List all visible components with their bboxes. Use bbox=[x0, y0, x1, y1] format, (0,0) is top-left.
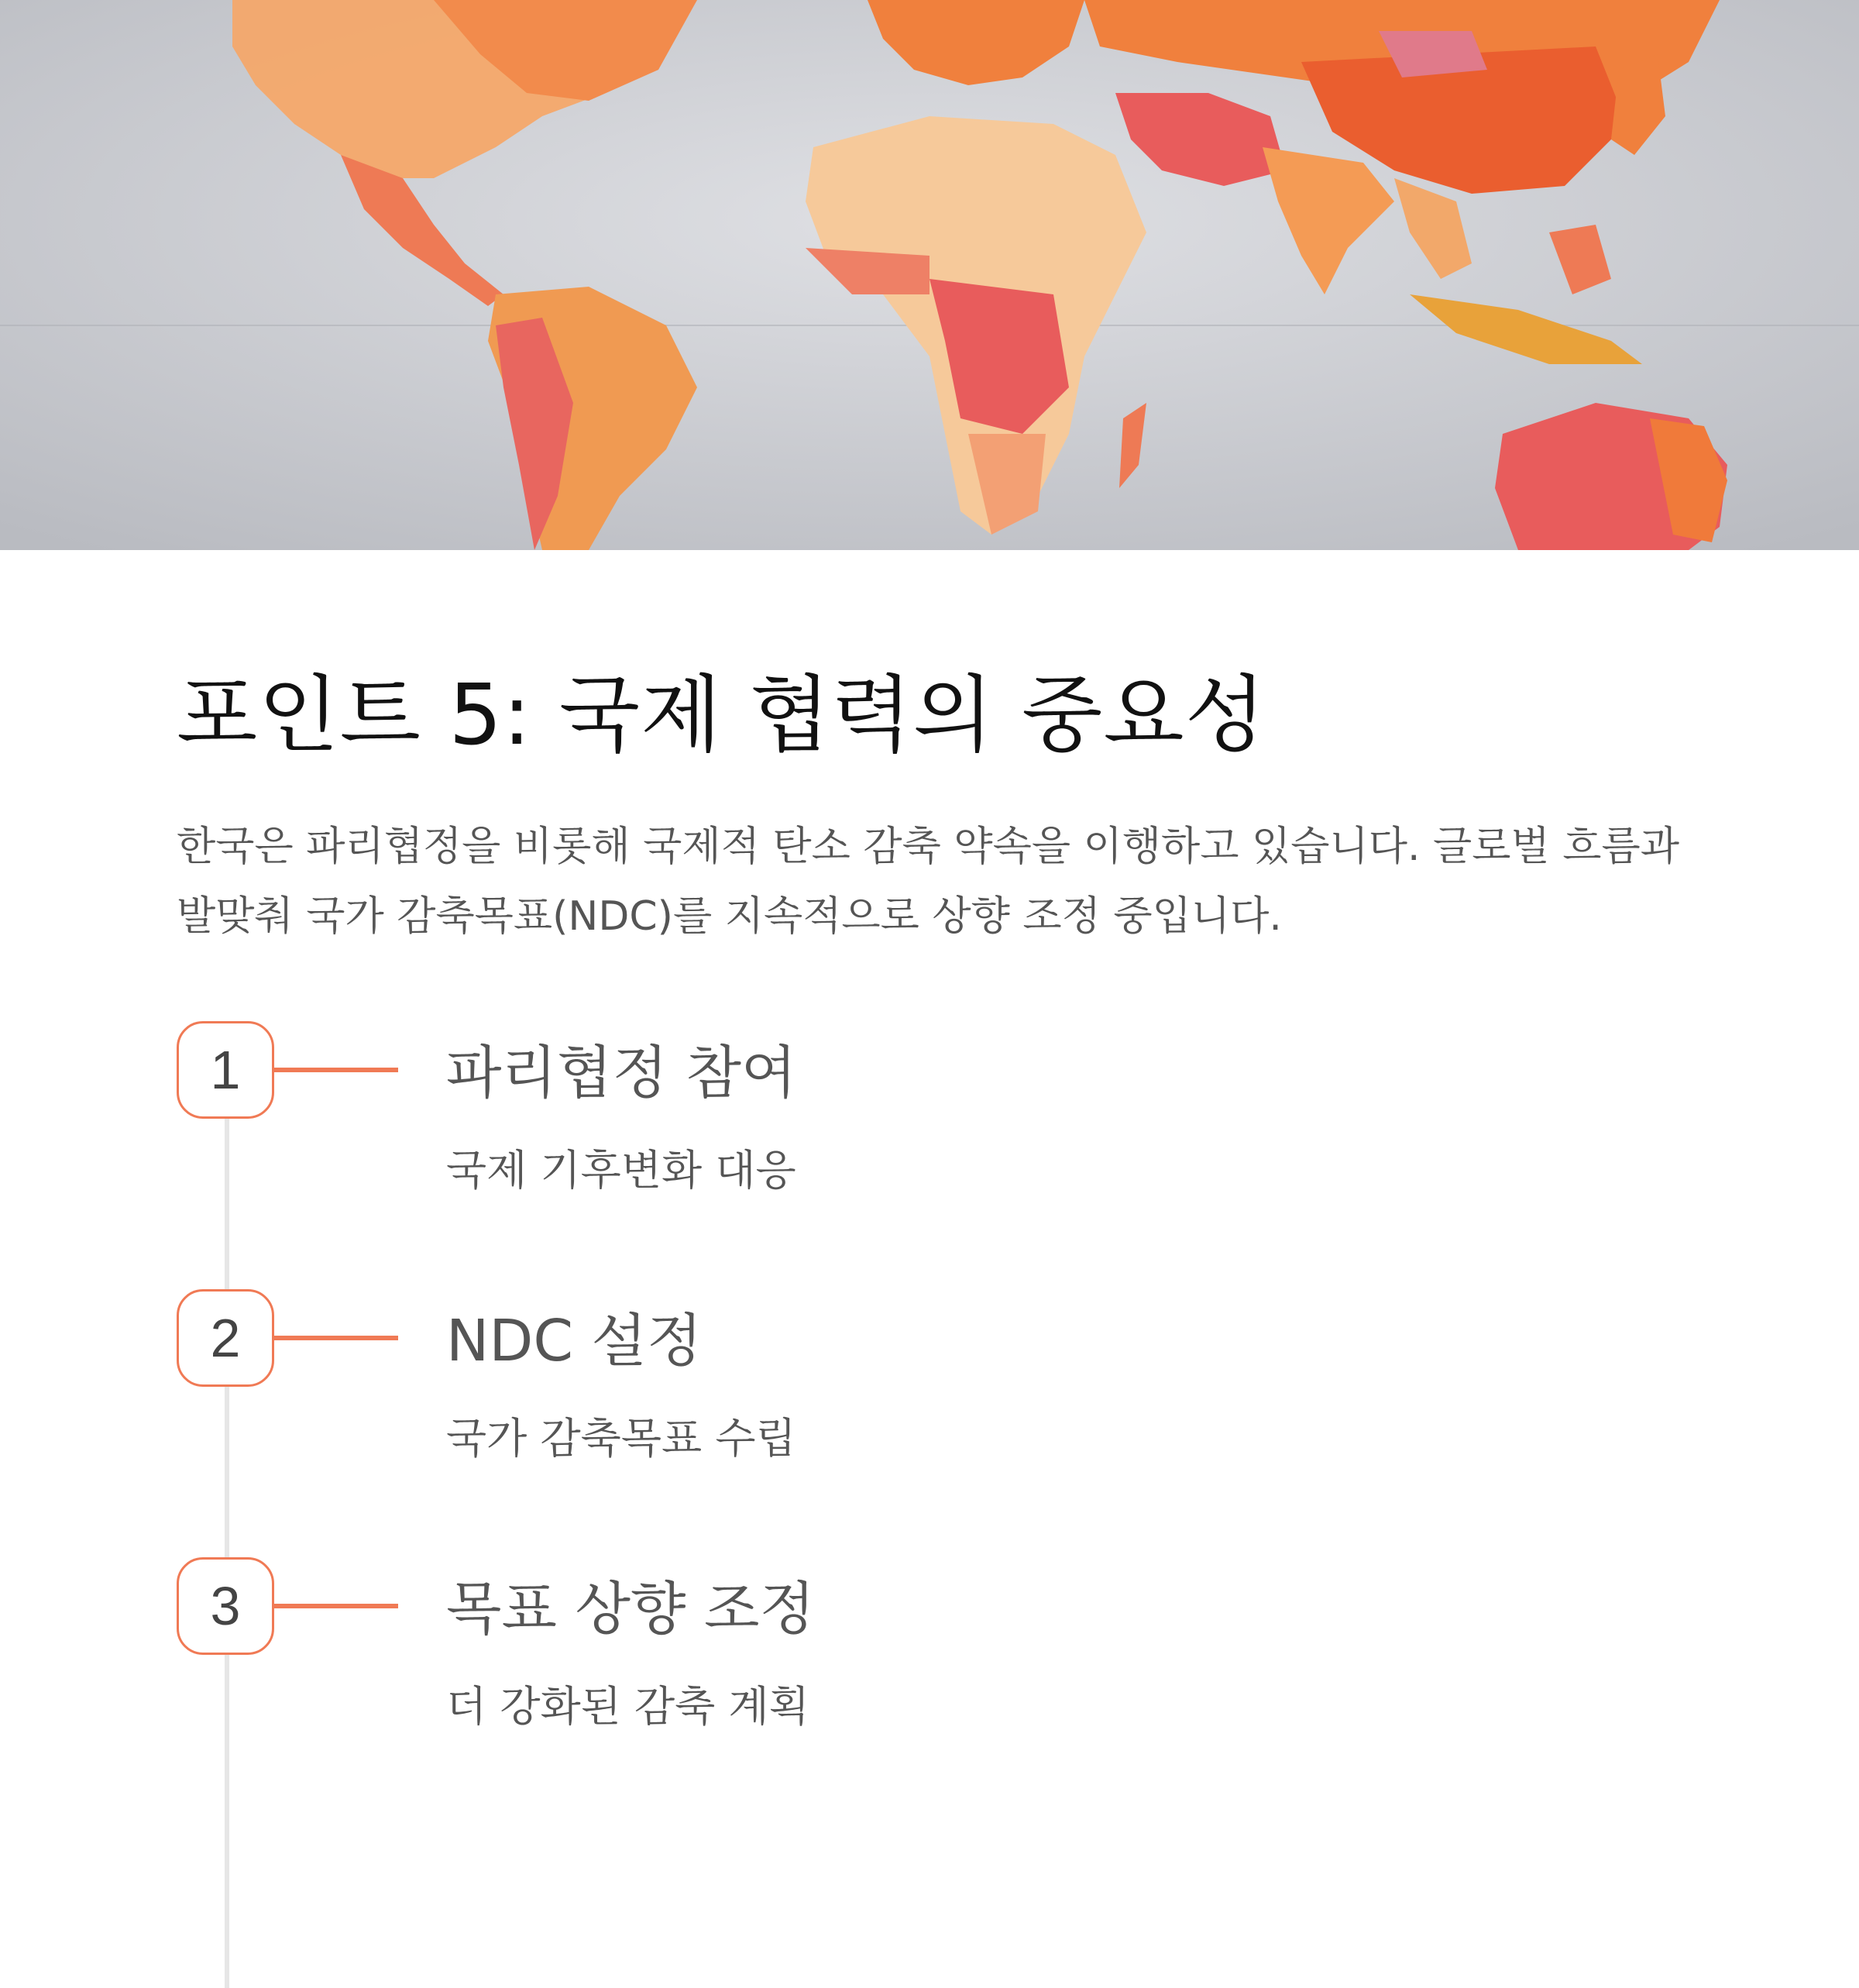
step-number-badge: 2 bbox=[177, 1289, 274, 1387]
step-description: 더 강화된 감축 계획 bbox=[446, 1682, 809, 1731]
step-number-badge: 1 bbox=[177, 1021, 274, 1119]
intro-paragraph: 한국은 파리협정을 비롯해 국제적 탄소 감축 약속을 이행하고 있습니다. 글로벌 흐름과 발맞춰 국가 감축목표(NDC)를 지속적으로 상향 조정 중입니다. bbox=[177, 824, 1679, 941]
step-description: 국제 기후변화 대응 bbox=[446, 1146, 796, 1195]
step-title: 파리협정 참여 bbox=[446, 1040, 797, 1106]
step-description: 국가 감축목표 수립 bbox=[446, 1414, 796, 1463]
step-number-badge: 3 bbox=[177, 1557, 274, 1655]
step-title: NDC 설정 bbox=[446, 1308, 703, 1374]
step-item bbox=[177, 1557, 1571, 1821]
world-map-illustration bbox=[0, 0, 1859, 550]
step-item bbox=[177, 1021, 1571, 1285]
step-connector bbox=[274, 1336, 398, 1340]
step-title: 목표 상향 조정 bbox=[446, 1576, 815, 1642]
main-content bbox=[177, 659, 1710, 951]
step-item bbox=[177, 1289, 1571, 1553]
world-map-image bbox=[0, 0, 1859, 550]
step-connector bbox=[274, 1068, 398, 1072]
steps-timeline bbox=[177, 1021, 1571, 1749]
step-connector bbox=[274, 1604, 398, 1608]
page-title: 포인트 5: 국제 협력의 중요성 bbox=[177, 667, 1267, 764]
